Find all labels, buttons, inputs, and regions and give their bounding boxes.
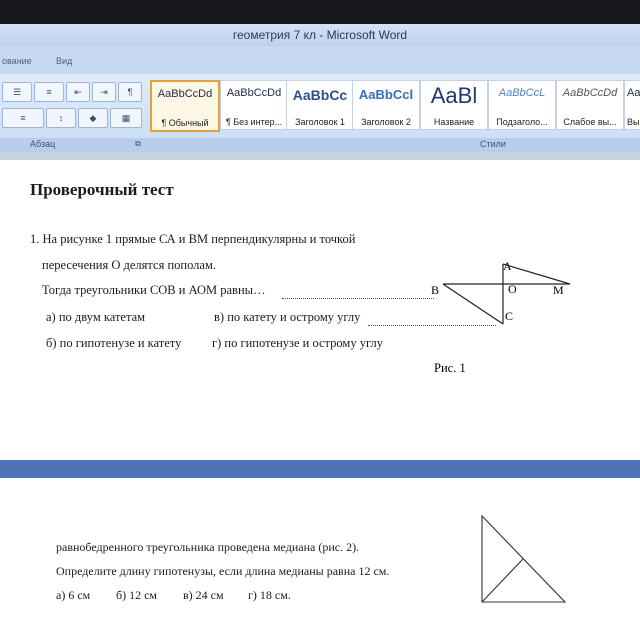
style-no-spacing[interactable]: [220, 80, 288, 130]
style-name: Слабое вы...: [563, 117, 617, 127]
label-o: O: [508, 282, 517, 296]
ribbon-group-labels: [0, 138, 640, 152]
decrease-indent-button[interactable]: ⇤: [66, 82, 90, 102]
style-heading-2[interactable]: [352, 80, 420, 130]
style-name: Вы: [627, 117, 640, 127]
styles-group-label: Стили: [480, 139, 506, 149]
style-sample: AaBbCc: [292, 87, 348, 103]
question-2-option-b[interactable]: б) 12 см: [116, 588, 158, 602]
style-sample: AaBbCcDd: [157, 88, 213, 100]
style-sample: AaBbCcDd: [226, 87, 282, 99]
question-1-option-b[interactable]: б) по гипотенузе и катету: [46, 336, 182, 350]
question-2-line-1: равнобедренного треугольника проведена медиана (рис. 2).: [56, 540, 360, 554]
figure-1: [0, 160, 640, 460]
style-sample: AaBbCcDd: [562, 87, 618, 99]
question-1-line-2: пересечения О делятся пополам.: [42, 258, 216, 272]
question-2-option-v[interactable]: в) 24 см: [183, 588, 224, 602]
style-sample: AaBbCcL: [498, 87, 546, 99]
shading-button[interactable]: ◆: [78, 108, 108, 128]
window-title: геометрия 7 кл - Microsoft Word: [0, 24, 640, 46]
page-gap: [0, 460, 640, 478]
label-b: B: [431, 283, 440, 297]
style-name: Заголовок 1: [295, 117, 345, 127]
style-emphasis[interactable]: [624, 80, 640, 130]
segment-am: [503, 264, 570, 284]
question-2-option-g[interactable]: г) 18 см.: [248, 588, 291, 602]
ribbon-tabs: [0, 46, 640, 74]
style-sample: Aa: [627, 87, 640, 99]
label-a: A: [503, 259, 512, 273]
document-page-1[interactable]: [0, 160, 640, 460]
style-name: Подзаголо...: [496, 117, 548, 127]
style-normal[interactable]: [150, 80, 220, 132]
show-marks-button[interactable]: ¶: [118, 82, 142, 102]
style-heading-1[interactable]: [286, 80, 354, 130]
borders-button[interactable]: ▦: [110, 108, 142, 128]
page-heading: Проверочный тест: [30, 180, 174, 199]
tab-view-partial[interactable]: ование: [2, 56, 32, 66]
question-1-option-v[interactable]: в) по катету и острому углу: [214, 310, 361, 324]
style-subtle-emphasis[interactable]: [556, 80, 624, 130]
bullets-button[interactable]: ☰: [2, 82, 32, 102]
numbering-button[interactable]: ≡: [34, 82, 64, 102]
tab-view[interactable]: Вид: [56, 56, 73, 66]
segment-bc: [443, 284, 503, 324]
question-1-option-g[interactable]: г) по гипотенузе и острому углу: [212, 336, 383, 350]
align-justify-button[interactable]: ≡: [2, 108, 44, 128]
line-spacing-button[interactable]: ↕: [46, 108, 76, 128]
style-sample: AaBl: [430, 83, 478, 108]
label-m: M: [553, 283, 564, 297]
style-name: Заголовок 2: [361, 117, 411, 127]
question-1-option-a[interactable]: а) по двум катетам: [46, 310, 146, 324]
increase-indent-button[interactable]: ⇥: [92, 82, 116, 102]
question-2-line-2: Определите длину гипотенузы, если длина медианы равна 12 см.: [56, 564, 390, 578]
question-2-option-a[interactable]: а) 6 см: [56, 588, 91, 602]
style-name: ¶ Обычный: [161, 118, 209, 128]
paragraph-group-label: Абзац: [30, 139, 56, 149]
style-subtitle[interactable]: [488, 80, 556, 130]
median-line: [482, 559, 523, 602]
figure-1-caption: Рис. 1: [434, 361, 466, 375]
label-c: C: [505, 309, 514, 323]
document-page-2[interactable]: [0, 478, 640, 641]
paragraph-dialog-launcher[interactable]: ⧉: [135, 139, 141, 148]
style-sample: AaBbCcl: [358, 87, 414, 102]
style-title[interactable]: [420, 80, 488, 130]
question-1-line-3: Тогда треугольники СОВ и АОМ равны…: [42, 283, 266, 297]
question-1-line-1: 1. На рисунке 1 прямые СА и ВМ перпендикулярны и точкой: [30, 232, 356, 246]
style-name: Название: [433, 117, 475, 127]
figure-2: [0, 478, 640, 641]
style-name: ¶ Без интер...: [225, 117, 283, 127]
screen-bezel: [0, 0, 640, 24]
